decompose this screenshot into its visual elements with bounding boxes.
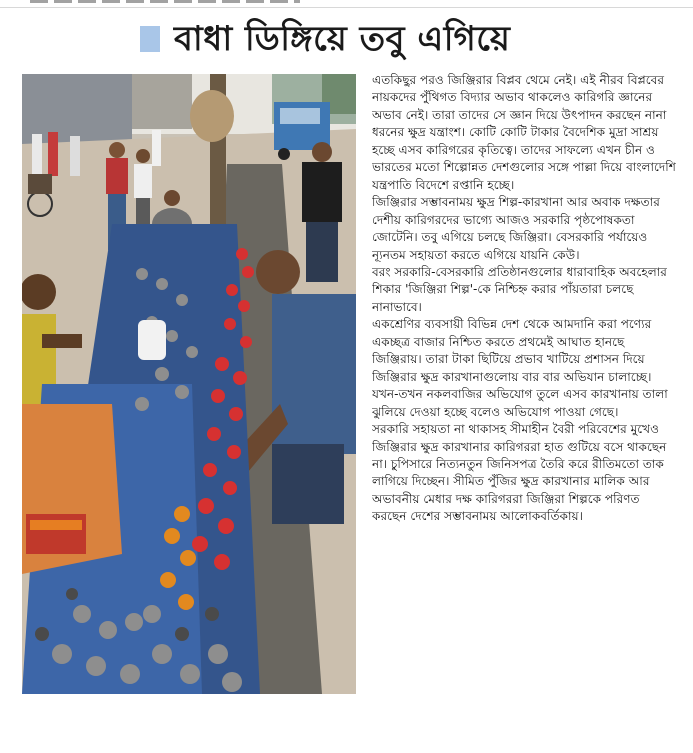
headline-block xyxy=(140,14,510,64)
street-market-photo xyxy=(22,74,356,694)
photo-illustration xyxy=(22,74,356,694)
headline: বাধা ডিঙ্গিয়ে তবু এগিয়ে xyxy=(174,19,511,59)
headline-marker xyxy=(140,26,160,52)
article-paragraph-2: জিঞ্জিরার সম্ভাবনাময় ক্ষুদ্র শিল্প-কারখানা আর অবাক দক্ষতার দেশীয় কারিগরদের ভাগ্যে আজও সরকারি পৃষ্ঠপোষকতা জোটেনি। তবু এগিয়ে চলছে জিঞ্জিরা। বেসরকারি পর্যায়েও ন্যূনতম সহায়তা করতে এগিয়ে যায়নি কেউ। xyxy=(372,195,660,262)
article-paragraph-3: বরং সরকারি-বেসরকারি প্রতিষ্ঠানগুলোর ধারাবাহিক অবহেলার শিকার 'জিঞ্জিরা শিল্প'-কে নিশ্চিহ্ন করার পাঁয়তারা চলছে নানাভাবে। xyxy=(372,264,667,314)
article-paragraph-5: সরকারি সহায়তা না থাকাসহ সীমাহীন বৈরী পরিবেশের মুখেও জিঞ্জিরার ক্ষুদ্র কারখানার কারিগররা হাত গুটিয়ে বসে থাকছেন না। চুপিসারে নিত্যনতুন জিনিসপত্র তৈরি করে রীতিমতো তাক লাগিয়ে দিচ্ছেন। সীমিত পুঁজির ক্ষুদ্র কারখানার মালিক আর অভাবনীয় মেধার দক্ষ কারিগররা জিঞ্জিরা শিল্পকে পরিণত করছেন দেশের সম্ভাবনাময় আলোকবর্তিকায়। xyxy=(372,422,667,524)
article-body xyxy=(372,72,676,692)
top-border-strip xyxy=(0,0,693,8)
article-paragraph-1: এতকিছুর পরও জিঞ্জিরার বিপ্লব থেমে নেই। এই নীরব বিপ্লবের নায়কদের পুঁথিগত বিদ্যার অভাব থাকলেও কারিগরি জ্ঞানের অভাব নেই। তারা তাদের সে জ্ঞান দিয়ে উৎপাদন করছেন নানা ধরনের ক্ষুদ্র যন্ত্রাংশ। কোটি কোটি টাকার বৈদেশিক মুদ্রা সাশ্রয় হচ্ছে এসব কারিগরের কৃতিত্বে। তাদের সাফল্যে এখন চীন ও ভারতের মতো শিল্পোন্নত দেশগুলোর সঙ্গে পাল্লা দিয়ে বাংলাদেশি যন্ত্রপাতি বিদেশে রপ্তানি হচ্ছে। xyxy=(372,73,676,192)
article-paragraph-4: একশ্রেণির ব্যবসায়ী বিভিন্ন দেশ থেকে আমদানি করা পণ্যের একচ্ছত্র বাজার নিশ্চিত করতে প্রথমেই আঘাত হানছে জিঞ্জিরায়। তারা টাকা ছিটিয়ে প্রভাব খাটিয়ে প্রশাসন দিয়ে জিঞ্জিরার ক্ষুদ্র কারখানাগুলোয় বার বার অভিযান চালাচ্ছে। যখন-তখন নকলবাজির অভিযোগ তুলে এসব কারখানায় তালা ঝুলিয়ে দেওয়া হচ্ছে বলেও অভিযোগ পাওয়া গেছে। xyxy=(372,317,668,419)
